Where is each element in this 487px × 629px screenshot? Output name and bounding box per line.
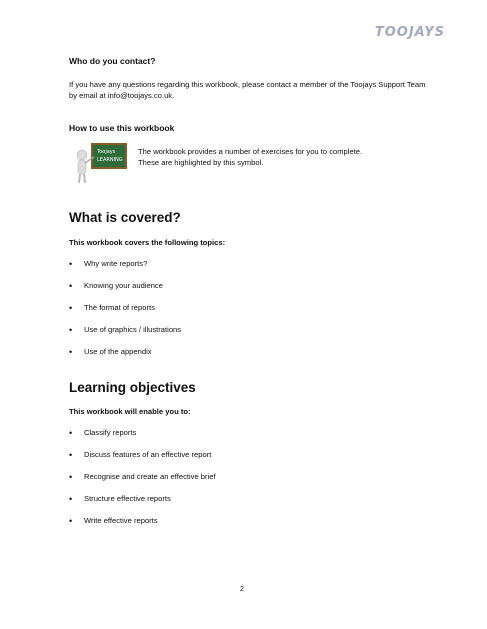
exercise-line-2: These are highlighted by this symbol. <box>138 158 264 167</box>
list-item-text: Use of the appendix <box>84 347 152 356</box>
list-item: • Discuss features of an effective report <box>69 450 212 460</box>
list-item: • Structure effective reports <box>69 494 171 504</box>
contact-body: If you have any questions regarding this workbook, please contact a member of the Toojays Support Team by email at info@toojays.co.uk. <box>69 80 426 100</box>
page-number: 2 <box>240 586 244 593</box>
board-text-1: Toojays <box>97 149 116 155</box>
exercise-line-1: The workbook provides a number of exercises for you to complete. <box>138 147 363 156</box>
objectives-list <box>69 428 216 538</box>
list-item: • Classify reports <box>69 428 137 438</box>
list-item-text: Recognise and create an effective brief <box>84 472 216 481</box>
list-item: • Recognise and create an effective brief <box>69 472 216 482</box>
covered-list <box>69 259 181 369</box>
list-item: • Write effective reports <box>69 516 158 526</box>
list-item: • Use of graphics / illustrations <box>69 325 182 335</box>
exercise-description <box>138 146 408 168</box>
exercise-symbol-image <box>73 141 129 185</box>
list-item-text: Knowing your audience <box>84 281 163 290</box>
list-item: • Why write reports? <box>69 259 148 269</box>
list-item-text: Use of graphics / illustrations <box>84 325 182 334</box>
list-item-text: Why write reports? <box>84 259 148 268</box>
objectives-intro: This workbook will enable you to: <box>69 407 191 416</box>
list-item-text: Structure effective reports <box>84 494 171 503</box>
contact-heading: Who do you contact? <box>69 56 156 66</box>
list-item: • The format of reports <box>69 303 155 313</box>
list-item-text: Write effective reports <box>84 516 158 525</box>
objectives-heading: Learning objectives <box>69 380 196 395</box>
list-item: • Use of the appendix <box>69 347 152 357</box>
board-text-2: LEARNING <box>97 157 123 163</box>
brand-logo: TOOJAYS <box>374 25 445 40</box>
list-item-text: The format of reports <box>84 303 155 312</box>
list-item: • Knowing your audience <box>69 281 163 291</box>
list-item-text: Discuss features of an effective report <box>84 450 212 459</box>
covered-intro: This workbook covers the following topics: <box>69 238 226 247</box>
how-to-use-heading: How to use this workbook <box>69 123 175 133</box>
covered-heading: What is covered? <box>69 210 181 225</box>
list-item-text: Classify reports <box>84 428 137 437</box>
